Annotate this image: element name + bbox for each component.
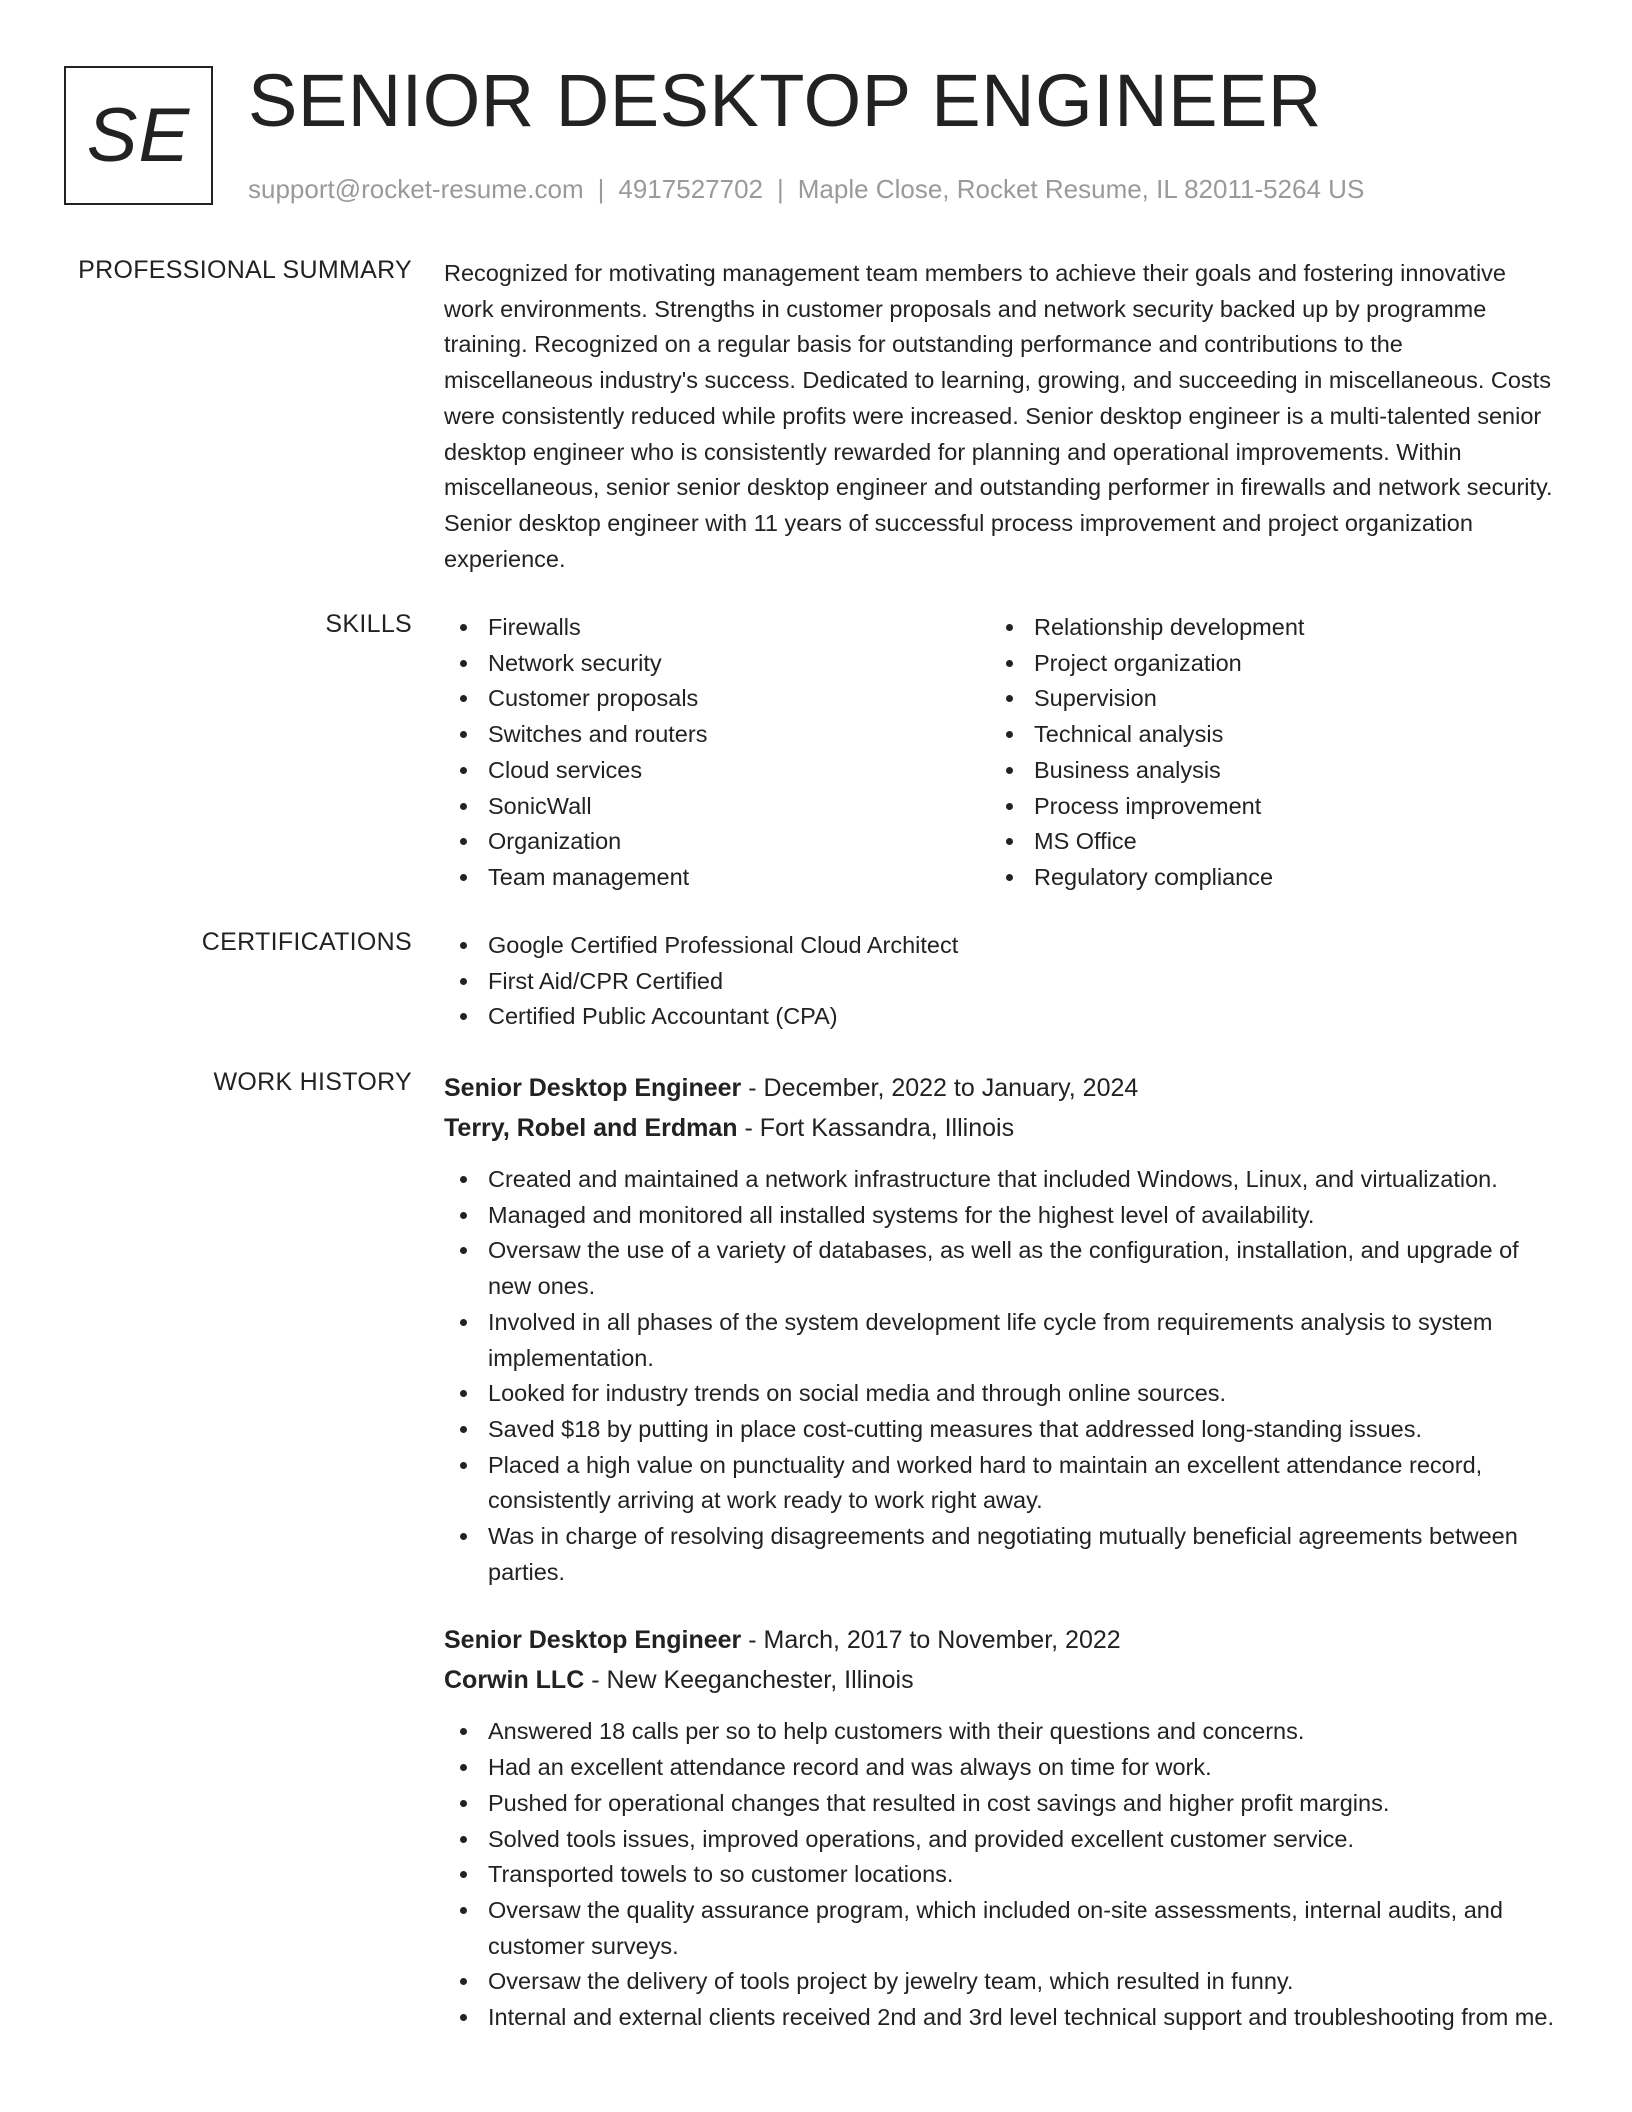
job-bullet: Answered 18 calls per so to help customers with their questions and concerns. bbox=[444, 1714, 1556, 1750]
skill-item: MS Office bbox=[990, 824, 1536, 860]
job-bullet: Managed and monitored all installed systems for the highest level of availability. bbox=[444, 1198, 1556, 1234]
job-entry bbox=[444, 1068, 1556, 1590]
summary-text: Recognized for motivating management team members to achieve their goals and fostering innovative work environments. Strengths in customer proposals and network security backed up by programme training. Recognized on a regular basis for outstanding performance and contributions to the miscellaneous industry's success. Dedicated to learning, growing, and succeeding in miscellaneous. Costs were consistently reduced while profits were increased. Senior desktop engineer is a multi-talented senior desktop engineer who is consistently rewarded for planning and operational improvements. Within miscellaneous, senior senior desktop engineer and outstanding performer in firewalls and network security. Senior desktop engineer with 11 years of successful process improvement and project organization experience. bbox=[444, 260, 1553, 572]
job-bullet: Had an excellent attendance record and was always on time for work. bbox=[444, 1750, 1556, 1786]
job-title-line bbox=[444, 1620, 1556, 1660]
contact-phone: 4917527702 bbox=[618, 174, 763, 204]
skill-item: Customer proposals bbox=[444, 681, 990, 717]
certification-item: Google Certified Professional Cloud Architect bbox=[444, 928, 1556, 964]
section-label-summary: PROFESSIONAL SUMMARY bbox=[78, 256, 412, 284]
job-bullet: Transported towels to so customer locations. bbox=[444, 1857, 1556, 1893]
skills-list-left bbox=[444, 610, 990, 896]
job-entry bbox=[444, 1620, 1556, 2035]
resume-header bbox=[64, 59, 1564, 216]
skill-item: Switches and routers bbox=[444, 717, 990, 753]
job-bullet-list bbox=[444, 1162, 1556, 1590]
job-bullet: Oversaw the quality assurance program, which included on-site assessments, internal audits, and customer surveys. bbox=[444, 1893, 1556, 1964]
job-company-line bbox=[444, 1660, 1556, 1700]
certifications-body bbox=[444, 928, 1556, 1035]
certification-item: Certified Public Accountant (CPA) bbox=[444, 999, 1556, 1035]
job-bullet: Solved tools issues, improved operations, and provided excellent customer service. bbox=[444, 1822, 1556, 1858]
job-bullet: Placed a high value on punctuality and worked hard to maintain an excellent attendance record, consistently arriving at work ready to work right away. bbox=[444, 1448, 1556, 1519]
contact-line bbox=[248, 174, 1364, 205]
skill-item: Supervision bbox=[990, 681, 1536, 717]
job-company: Terry, Robel and Erdman bbox=[444, 1114, 738, 1142]
summary-body bbox=[444, 256, 1556, 577]
section-label-skills: SKILLS bbox=[325, 610, 412, 638]
job-location: - Fort Kassandra, Illinois bbox=[737, 1114, 1015, 1142]
job-title-line bbox=[444, 1068, 1556, 1108]
skill-item: Team management bbox=[444, 860, 990, 896]
job-bullet: Oversaw the delivery of tools project by jewelry team, which resulted in funny. bbox=[444, 1964, 1556, 2000]
job-bullet: Involved in all phases of the system development life cycle from requirements analysis to system implementation. bbox=[444, 1305, 1556, 1376]
contact-separator: | bbox=[597, 174, 605, 204]
job-bullet: Internal and external clients received 2nd and 3rd level technical support and troubleshooting from me. bbox=[444, 2000, 1556, 2036]
skill-item: Organization bbox=[444, 824, 990, 860]
job-title: Senior Desktop Engineer bbox=[444, 1074, 742, 1102]
skill-item: Business analysis bbox=[990, 753, 1536, 789]
job-location: - New Keeganchester, Illinois bbox=[584, 1666, 914, 1695]
skill-item: Technical analysis bbox=[990, 717, 1536, 753]
job-title: Senior Desktop Engineer bbox=[444, 1626, 742, 1655]
job-bullet: Looked for industry trends on social media and through online sources. bbox=[444, 1376, 1556, 1412]
section-label-work-history: WORK HISTORY bbox=[213, 1068, 412, 1096]
job-bullet: Was in charge of resolving disagreements and negotiating mutually beneficial agreements between parties. bbox=[444, 1519, 1556, 1590]
job-bullet: Pushed for operational changes that resulted in cost savings and higher profit margins. bbox=[444, 1786, 1556, 1822]
section-label-certifications: CERTIFICATIONS bbox=[201, 928, 412, 956]
skill-item: SonicWall bbox=[444, 789, 990, 825]
job-dates: - December, 2022 to January, 2024 bbox=[741, 1074, 1139, 1102]
job-bullet: Created and maintained a network infrastructure that included Windows, Linux, and virtualization. bbox=[444, 1162, 1556, 1198]
skills-list-right bbox=[990, 610, 1536, 896]
work-history-body bbox=[444, 1068, 1556, 2054]
job-company-line bbox=[444, 1108, 1556, 1148]
skills-body bbox=[444, 610, 1556, 896]
job-bullet: Oversaw the use of a variety of databases, as well as the configuration, installation, and upgrade of new ones. bbox=[444, 1233, 1556, 1304]
job-company: Corwin LLC bbox=[444, 1666, 585, 1695]
contact-separator: | bbox=[777, 174, 784, 204]
contact-email: support@rocket-resume.com bbox=[248, 174, 584, 204]
job-bullet-list bbox=[444, 1714, 1556, 2035]
jobs-list bbox=[444, 1068, 1556, 2036]
job-dates: - March, 2017 to November, 2022 bbox=[741, 1626, 1121, 1655]
contact-address: Maple Close, Rocket Resume, IL 82011-5264 US bbox=[797, 174, 1365, 204]
resume-title: SENIOR DESKTOP ENGINEER bbox=[248, 59, 1322, 142]
monogram-logo: SE bbox=[64, 66, 213, 205]
skill-item: Project organization bbox=[990, 646, 1536, 682]
certification-item: First Aid/CPR Certified bbox=[444, 964, 1556, 1000]
certifications-list bbox=[444, 928, 1556, 1035]
skill-item: Firewalls bbox=[444, 610, 990, 646]
skill-item: Regulatory compliance bbox=[990, 860, 1536, 896]
job-bullet: Saved $18 by putting in place cost-cutting measures that addressed long-standing issues. bbox=[444, 1412, 1556, 1448]
skill-item: Process improvement bbox=[990, 789, 1536, 825]
skill-item: Cloud services bbox=[444, 753, 990, 789]
skill-item: Network security bbox=[444, 646, 990, 682]
skill-item: Relationship development bbox=[990, 610, 1536, 646]
